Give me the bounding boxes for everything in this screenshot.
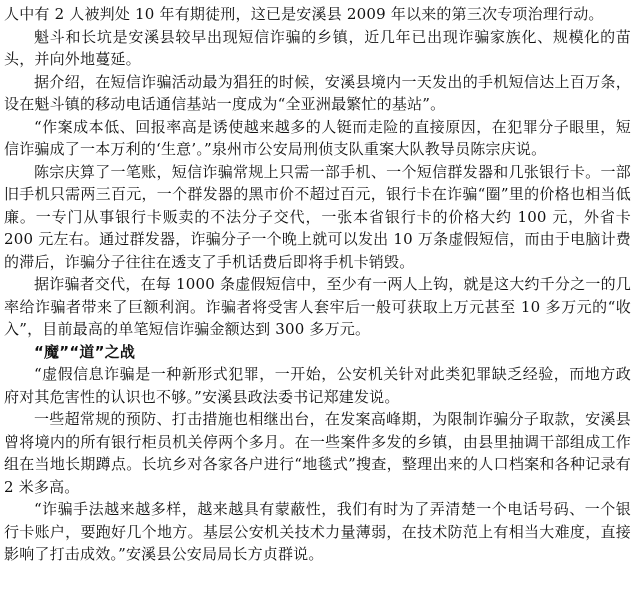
paragraph-new-crime-quote: “虚假信息诈骗是一种新形式犯罪，一开始，公安机关针对此类犯罪缺乏经验，而地方政府对其危害性的认识也不够。”安溪县政法委书记郑建发说。 [4,365,631,406]
paragraph-police-difficulty-quote: “诈骗手法越来越多样，越来越具有蒙蔽性，我们有时为了弄清楚一个电话号码、一个银行卡账户，要跑好几个地方。基层公安机关技术力量薄弱，在技术防范上有相当大难度，直接影响了打击成效。”安溪县公安局局长方贞群说。 [4,500,631,563]
paragraph-towns-origin: 魁斗和长坑是安溪县较早出现短信诈骗的乡镇，近几年已出现诈骗家族化、规模化的苗头，并向外地蔓延。 [4,27,631,68]
paragraph-cost-breakdown: 陈宗庆算了一笔账，短信诈骗常规上只需一部手机、一个短信群发器和几张银行卡。一部旧手机只需两三百元，一个群发器的黑市价不超过百元，银行卡在诈骗“圈”里的价格也相当低廉。一专门从事银行卡贩卖的不法分子交代，一张本省银行卡的价格大约 100 元，外省卡 200 元左右。通过群发器，诈骗分子一个晚上就可以发出 10 万条虚假短信，而由于电脑计费的滞后，诈骗分子往往在透支了手机话费后即将手机卡销毁。 [4,162,631,271]
paragraph-countermeasures: 一些超常规的预防、打击措施也相继出台，在发案高峰期，为限制诈骗分子取款，安溪县曾将境内的所有银行柜员机关停两个多月。在一些案件多发的乡镇，由县里抽调干部组成工作组在当地长期蹲点。长坑乡对各家各户进行“地毯式”搜查，整理出来的人口档案和各种记录有 2 米多高。 [4,410,631,496]
paragraph-sms-volume: 据介绍，在短信诈骗活动最为猖狂的时候，安溪县境内一天发出的手机短信达上百万条，设在魁斗镇的移动电话通信基站一度成为“全亚洲最繁忙的基站”。 [4,72,631,113]
paragraph-profit-rate: 据诈骗者交代，在每 1000 条虚假短信中，至少有一两人上钩，就是这大约千分之一的几率给诈骗者带来了巨额利润。诈骗者将受害人套牢后一般可获取上万元甚至 10 多万元的“收入”，目前最高的单笔短信诈骗金额达到 300 多万元。 [4,275,631,338]
paragraph-verdict-continuation: 人中有 2 人被判处 10 年有期徒刑，这已是安溪县 2009 年以来的第三次专项治理行动。 [4,5,604,23]
paragraph-low-cost-quote: “作案成本低、回报率高是诱使越来越多的人铤而走险的直接原因，在犯罪分子眼里，短信诈骗成了一本万利的‘生意’。”泉州市公安局刑侦支队重案大队教导员陈宗庆说。 [4,117,631,158]
section-heading: “魔”“道”之战 [34,342,136,361]
